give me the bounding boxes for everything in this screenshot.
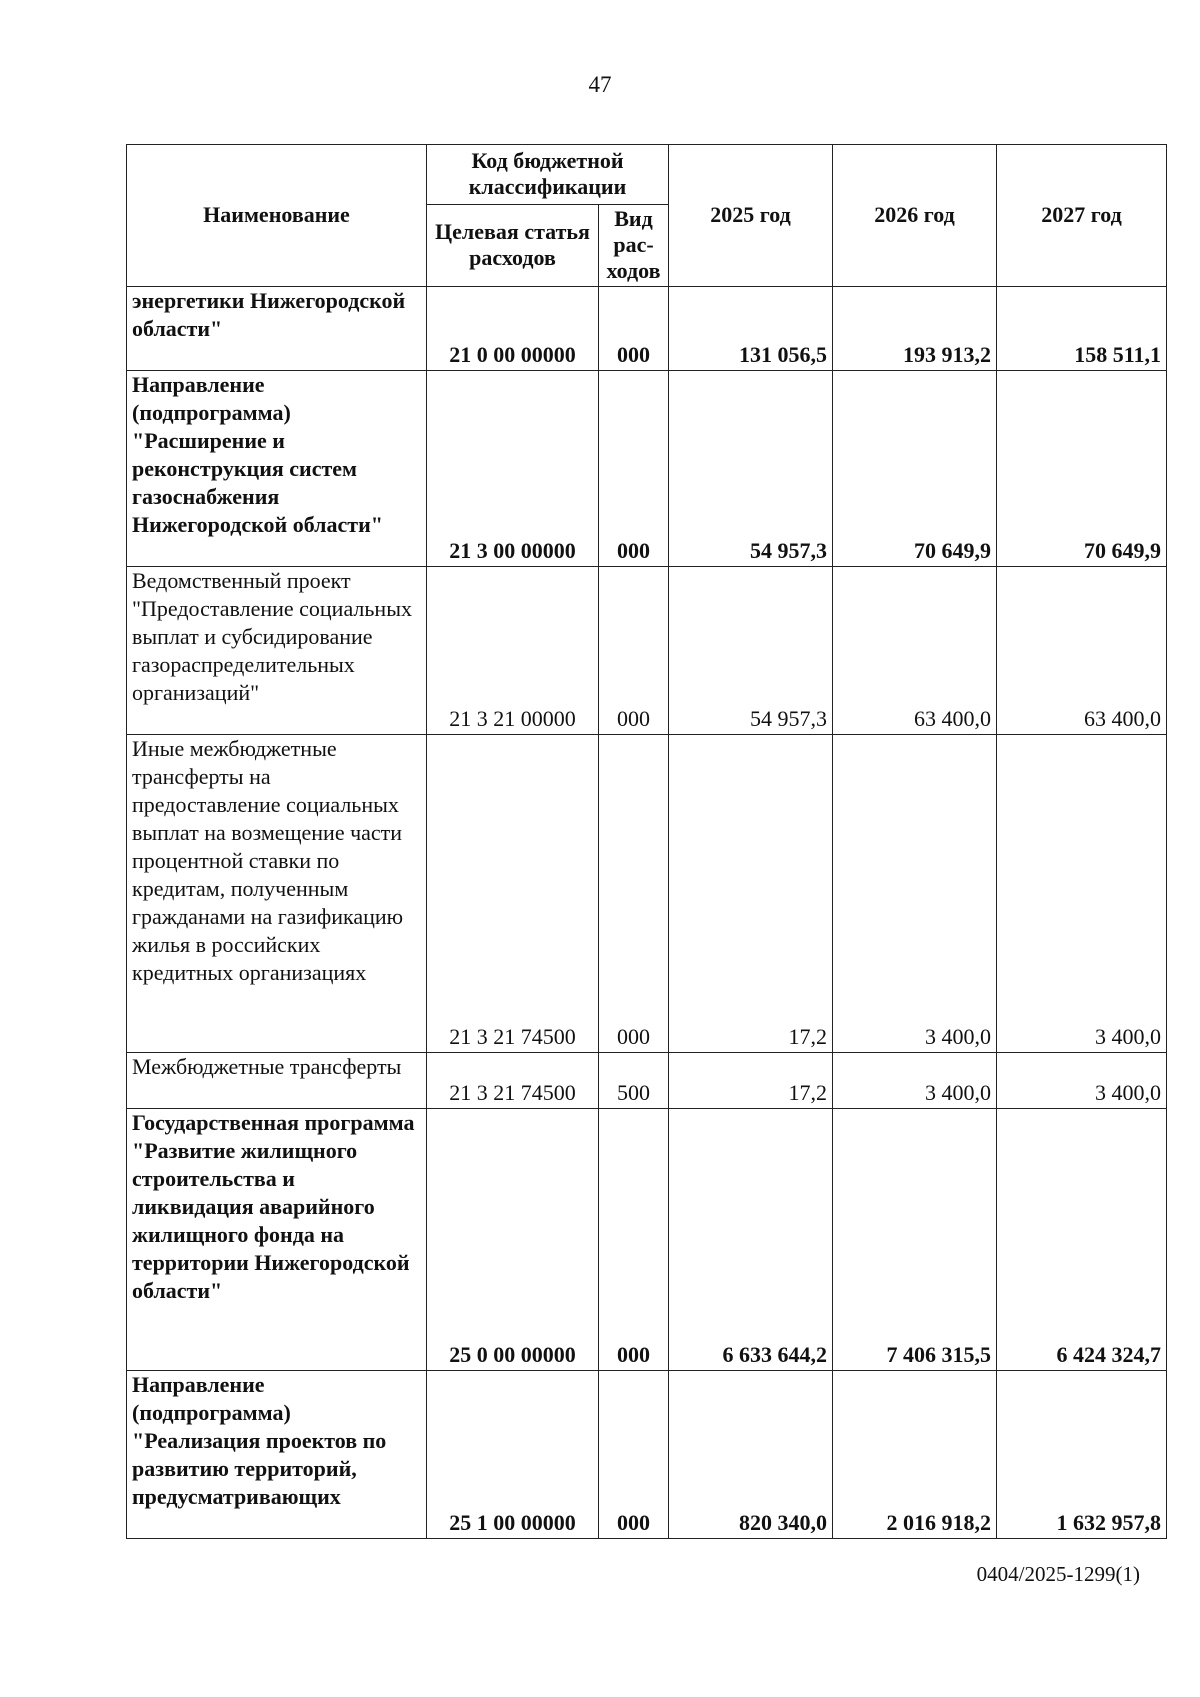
row-name: энергетики Нижегородской области": [127, 287, 427, 371]
row-target-code: 21 3 21 74500: [427, 1053, 599, 1109]
row-value-2027: 3 400,0: [997, 735, 1167, 1053]
row-value-2027: 1 632 957,8: [997, 1371, 1167, 1539]
row-value-2027: 70 649,9: [997, 371, 1167, 567]
row-value-2025: 17,2: [669, 1053, 833, 1109]
row-expense-type: 000: [599, 1109, 669, 1371]
row-name: Направление (подпрограмма) "Расширение и реконструкция систем газоснабжения Нижегородской области": [127, 371, 427, 567]
row-value-2025: 131 056,5: [669, 287, 833, 371]
row-value-2026: 3 400,0: [833, 735, 997, 1053]
row-target-code: 25 1 00 00000: [427, 1371, 599, 1539]
row-value-2025: 17,2: [669, 735, 833, 1053]
row-target-code: 25 0 00 00000: [427, 1109, 599, 1371]
row-value-2025: 54 957,3: [669, 371, 833, 567]
row-name: Ведомственный проект "Предоставление социальных выплат и субсидирование газораспределительных организаций": [127, 567, 427, 735]
row-value-2026: 7 406 315,5: [833, 1109, 997, 1371]
row-value-2026: 3 400,0: [833, 1053, 997, 1109]
row-value-2025: 820 340,0: [669, 1371, 833, 1539]
row-value-2025: 6 633 644,2: [669, 1109, 833, 1371]
table-row: [127, 567, 1167, 735]
header-code-group: Код бюджетной классификации: [427, 145, 669, 205]
row-name: Иные межбюджетные трансферты на предоставление социальных выплат на возмещение части процентной ставки по кредитам, полученным гражданами на газификацию жилья в российских кредитных организациях: [127, 735, 427, 1053]
table-row: [127, 735, 1167, 1053]
header-name: Наименование: [127, 145, 427, 287]
row-name: Межбюджетные трансферты: [127, 1053, 427, 1109]
header-year-2025: 2025 год: [669, 145, 833, 287]
row-expense-type: 500: [599, 1053, 669, 1109]
row-value-2026: 63 400,0: [833, 567, 997, 735]
header-year-2027: 2027 год: [997, 145, 1167, 287]
table-row: [127, 1109, 1167, 1371]
row-value-2025: 54 957,3: [669, 567, 833, 735]
row-value-2026: 2 016 918,2: [833, 1371, 997, 1539]
budget-table: [126, 144, 1167, 1539]
row-expense-type: 000: [599, 1371, 669, 1539]
document-id: 0404/2025-1299(1): [976, 1562, 1140, 1586]
header-target-article: Целевая статья расходов: [427, 205, 599, 287]
table-row: [127, 287, 1167, 371]
row-expense-type: 000: [599, 735, 669, 1053]
row-name: Направление (подпрограмма) "Реализация проектов по развитию территорий, предусматривающих: [127, 1371, 427, 1539]
row-expense-type: 000: [599, 287, 669, 371]
table-row: [127, 1371, 1167, 1539]
row-value-2027: 63 400,0: [997, 567, 1167, 735]
header-year-2026: 2026 год: [833, 145, 997, 287]
page-number: 47: [588, 72, 612, 97]
row-name: Государственная программа "Развитие жилищного строительства и ликвидация аварийного жилищного фонда на территории Нижегородской области": [127, 1109, 427, 1371]
table-row: [127, 1053, 1167, 1109]
row-value-2027: 6 424 324,7: [997, 1109, 1167, 1371]
row-value-2027: 3 400,0: [997, 1053, 1167, 1109]
header-expense-type: Вид рас-ходов: [599, 205, 669, 287]
row-value-2027: 158 511,1: [997, 287, 1167, 371]
row-value-2026: 193 913,2: [833, 287, 997, 371]
row-value-2026: 70 649,9: [833, 371, 997, 567]
row-target-code: 21 3 00 00000: [427, 371, 599, 567]
row-target-code: 21 3 21 00000: [427, 567, 599, 735]
row-expense-type: 000: [599, 567, 669, 735]
table-row: [127, 371, 1167, 567]
row-target-code: 21 3 21 74500: [427, 735, 599, 1053]
row-expense-type: 000: [599, 371, 669, 567]
row-target-code: 21 0 00 00000: [427, 287, 599, 371]
